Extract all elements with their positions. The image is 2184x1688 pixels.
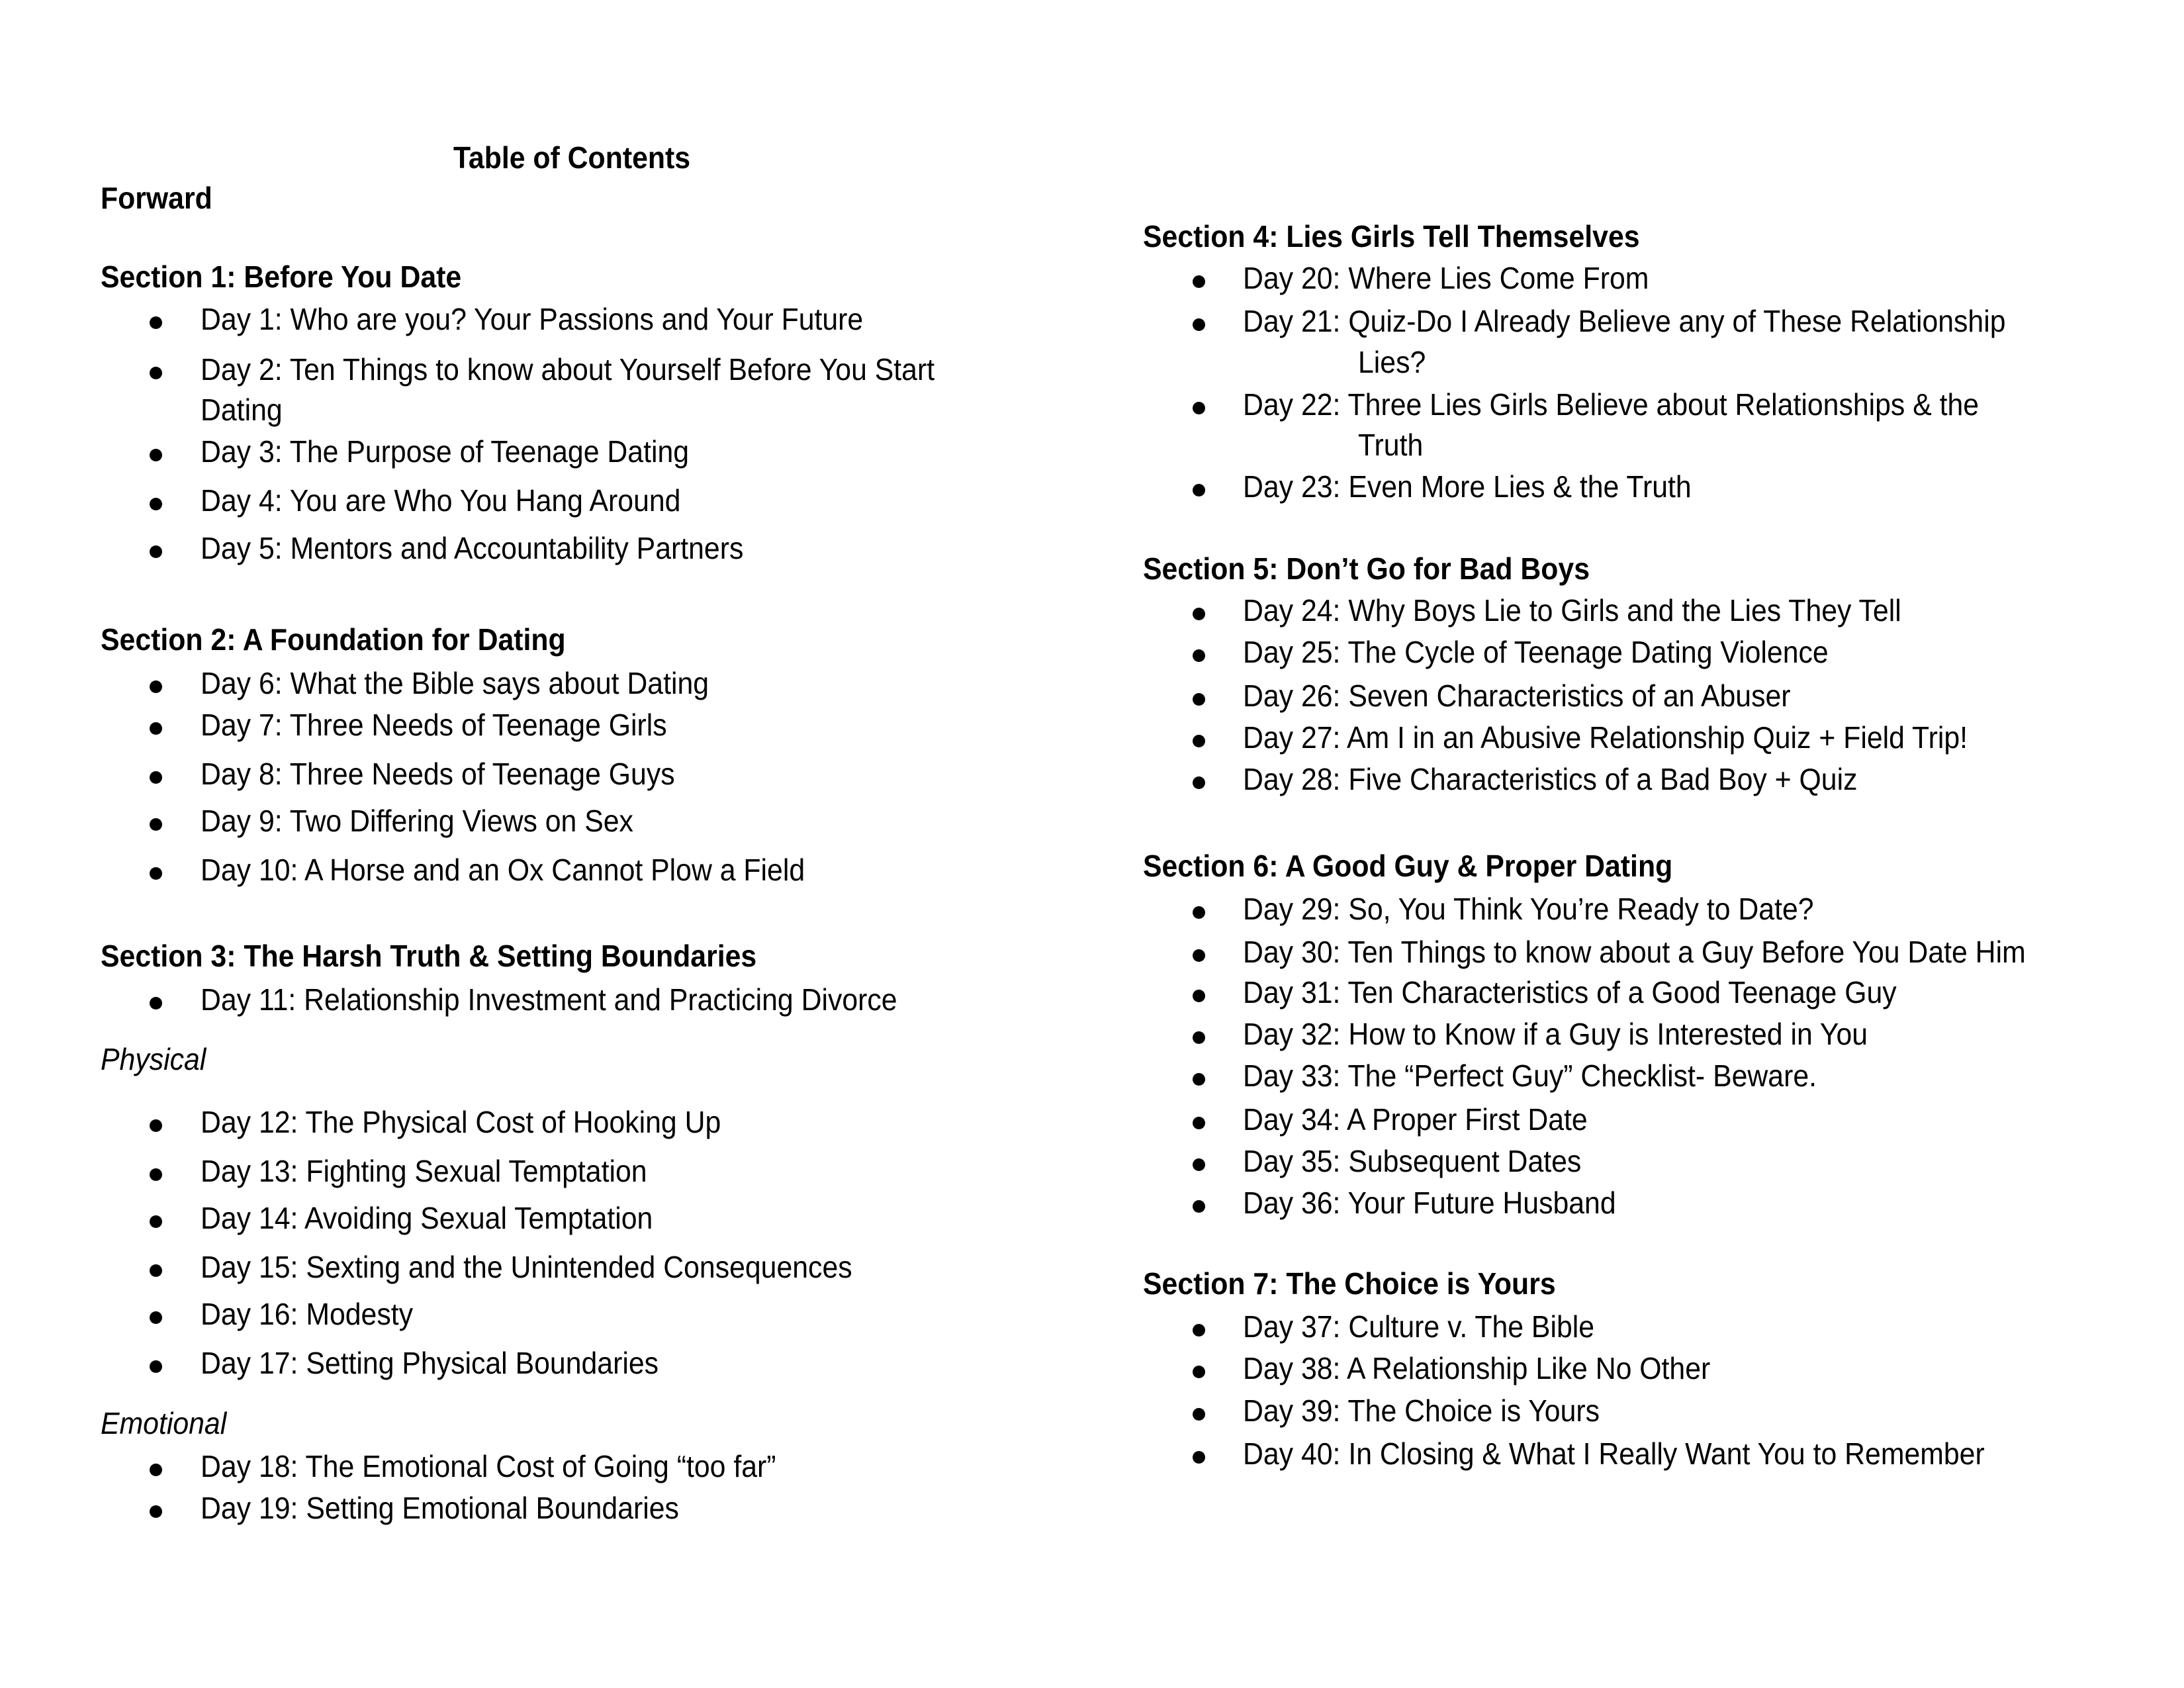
toc-item-day-32: Day 32: How to Know if a Guy is Interested in You — [1243, 1017, 1868, 1051]
toc-item-day-1: Day 1: Who are you? Your Passions and Your Future — [201, 302, 864, 336]
bullet-icon — [1193, 402, 1205, 414]
toc-item-day-12: Day 12: The Physical Cost of Hooking Up — [201, 1105, 721, 1139]
toc-item-day-31: Day 31: Ten Characteristics of a Good Teenage Guy — [1243, 975, 1897, 1009]
bullet-icon — [1193, 776, 1205, 789]
toc-item-day-10: Day 10: A Horse and an Ox Cannot Plow a Field — [201, 853, 805, 887]
bullet-icon — [1193, 275, 1205, 288]
toc-item-day-4: Day 4: You are Who You Hang Around — [201, 483, 681, 518]
toc-item-day-5: Day 5: Mentors and Accountability Partners — [201, 531, 744, 565]
bullet-icon — [150, 818, 162, 831]
toc-item-day-30: Day 30: Ten Things to know about a Guy Before You Date Him — [1243, 935, 2026, 969]
section-3-heading: Section 3: The Harsh Truth & Setting Boundaries — [101, 939, 757, 973]
toc-item-day-7: Day 7: Three Needs of Teenage Girls — [201, 708, 667, 742]
bullet-icon — [150, 449, 162, 461]
toc-item-day-16: Day 16: Modesty — [201, 1297, 414, 1331]
bullet-icon — [150, 1119, 162, 1132]
bullet-icon — [150, 1264, 162, 1277]
toc-item-day-39: Day 39: The Choice is Yours — [1243, 1393, 1600, 1428]
toc-item-day-21-continued: Lies? — [1358, 345, 1426, 379]
toc-item-day-36: Day 36: Your Future Husband — [1243, 1186, 1616, 1220]
toc-item-day-3: Day 3: The Purpose of Teenage Dating — [201, 434, 690, 469]
bullet-icon — [1193, 735, 1205, 747]
section-1-heading: Section 1: Before You Date — [101, 259, 462, 294]
toc-item-day-17: Day 17: Setting Physical Boundaries — [201, 1346, 659, 1380]
bullet-icon — [1193, 949, 1205, 962]
toc-item-day-26: Day 26: Seven Characteristics of an Abuser — [1243, 679, 1791, 713]
toc-item-day-14: Day 14: Avoiding Sexual Temptation — [201, 1201, 653, 1235]
bullet-icon — [1193, 1158, 1205, 1171]
bullet-icon — [150, 1215, 162, 1228]
section-2-heading: Section 2: A Foundation for Dating — [101, 622, 566, 657]
toc-item-day-20: Day 20: Where Lies Come From — [1243, 261, 1649, 295]
toc-item-day-28: Day 28: Five Characteristics of a Bad Boy + Quiz — [1243, 762, 1858, 796]
toc-item-day-22-continued: Truth — [1358, 428, 1424, 462]
bullet-icon — [150, 316, 162, 329]
bullet-icon — [1193, 990, 1205, 1002]
toc-item-day-11: Day 11: Relationship Investment and Practicing Divorce — [201, 982, 897, 1017]
bullet-icon — [150, 1360, 162, 1373]
bullet-icon — [150, 722, 162, 735]
section-4-heading: Section 4: Lies Girls Tell Themselves — [1143, 219, 1640, 254]
section-5-heading: Section 5: Don’t Go for Bad Boys — [1143, 551, 1590, 586]
bullet-icon — [150, 545, 162, 558]
toc-item-day-15: Day 15: Sexting and the Unintended Consequences — [201, 1250, 852, 1284]
toc-item-day-6: Day 6: What the Bible says about Dating — [201, 666, 709, 700]
toc-item-day-33: Day 33: The “Perfect Guy” Checklist- Beware. — [1243, 1058, 1817, 1093]
bullet-icon — [1193, 906, 1205, 919]
toc-item-day-29: Day 29: So, You Think You’re Ready to Date? — [1243, 892, 1814, 926]
toc-item-day-22: Day 22: Three Lies Girls Believe about Relationships & the — [1243, 387, 1979, 422]
bullet-icon — [1193, 1117, 1205, 1129]
bullet-icon — [1193, 484, 1205, 496]
bullet-icon — [150, 498, 162, 510]
forward-heading: Forward — [101, 181, 212, 215]
bullet-icon — [150, 367, 162, 379]
section-7-heading: Section 7: The Choice is Yours — [1143, 1266, 1556, 1301]
bullet-icon — [1193, 1451, 1205, 1464]
toc-item-day-19: Day 19: Setting Emotional Boundaries — [201, 1491, 679, 1525]
toc-item-day-34: Day 34: A Proper First Date — [1243, 1102, 1588, 1137]
toc-item-day-8: Day 8: Three Needs of Teenage Guys — [201, 757, 675, 791]
toc-item-day-25: Day 25: The Cycle of Teenage Dating Violence — [1243, 635, 1829, 669]
bullet-icon — [1193, 649, 1205, 662]
bullet-icon — [1193, 608, 1205, 620]
bullet-icon — [150, 1505, 162, 1518]
toc-item-day-2-continued: Dating — [201, 393, 283, 427]
bullet-icon — [1193, 693, 1205, 706]
bullet-icon — [150, 680, 162, 693]
bullet-icon — [1193, 318, 1205, 331]
toc-item-day-23: Day 23: Even More Lies & the Truth — [1243, 469, 1692, 504]
toc-item-day-13: Day 13: Fighting Sexual Temptation — [201, 1154, 647, 1188]
subsection-emotional-label: Emotional — [101, 1406, 227, 1440]
toc-item-day-2: Day 2: Ten Things to know about Yourself Before You Start — [201, 352, 935, 387]
toc-item-day-27: Day 27: Am I in an Abusive Relationship Quiz + Field Trip! — [1243, 720, 1968, 755]
page-title: Table of Contents — [453, 140, 691, 175]
bullet-icon — [150, 771, 162, 784]
toc-item-day-38: Day 38: A Relationship Like No Other — [1243, 1351, 1711, 1385]
bullet-icon — [1193, 1366, 1205, 1378]
section-6-heading: Section 6: A Good Guy & Proper Dating — [1143, 849, 1673, 883]
bullet-icon — [150, 1311, 162, 1324]
toc-item-day-18: Day 18: The Emotional Cost of Going “too far” — [201, 1449, 776, 1483]
subsection-physical-label: Physical — [101, 1042, 206, 1076]
bullet-icon — [1193, 1408, 1205, 1421]
bullet-icon — [1193, 1073, 1205, 1086]
bullet-icon — [1193, 1200, 1205, 1213]
toc-item-day-35: Day 35: Subsequent Dates — [1243, 1144, 1582, 1178]
toc-item-day-21: Day 21: Quiz-Do I Already Believe any of These Relationship — [1243, 304, 2006, 338]
toc-item-day-40: Day 40: In Closing & What I Really Want You to Remember — [1243, 1436, 1985, 1471]
bullet-icon — [1193, 1324, 1205, 1336]
toc-item-day-37: Day 37: Culture v. The Bible — [1243, 1309, 1595, 1344]
toc-item-day-9: Day 9: Two Differing Views on Sex — [201, 804, 633, 838]
bullet-icon — [150, 997, 162, 1009]
toc-item-day-24: Day 24: Why Boys Lie to Girls and the Lies They Tell — [1243, 593, 1901, 628]
bullet-icon — [150, 1464, 162, 1476]
bullet-icon — [150, 1168, 162, 1181]
bullet-icon — [1193, 1031, 1205, 1044]
bullet-icon — [150, 867, 162, 880]
